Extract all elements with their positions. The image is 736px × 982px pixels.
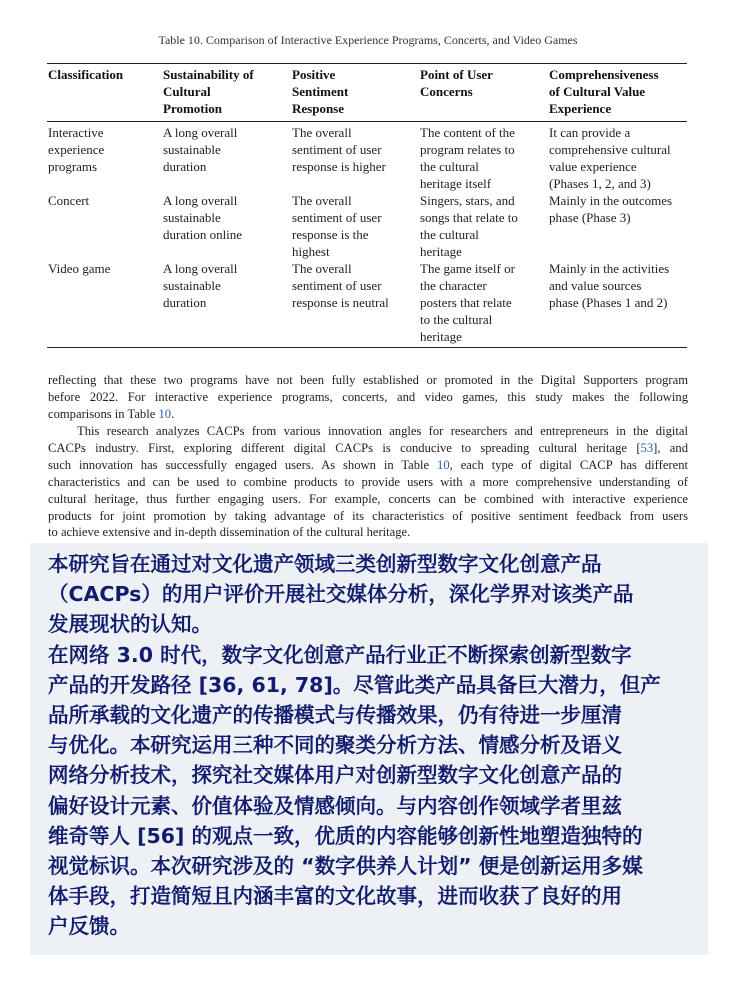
table-cell <box>420 260 544 345</box>
cell-line: response is higher <box>292 159 386 174</box>
cell-line: Response <box>292 101 345 116</box>
chinese-text-line: 发展现状的认知。 <box>48 612 212 637</box>
cell-line: to the cultural <box>420 312 493 327</box>
cell-line: duration <box>163 159 207 174</box>
cell-line: program relates to <box>420 142 515 157</box>
cell-line: The overall <box>292 125 352 140</box>
table-cell <box>163 192 285 243</box>
cell-line: The content of the <box>420 125 515 140</box>
cell-line: Cultural <box>163 84 211 99</box>
table-header-cell <box>549 66 689 117</box>
cell-line: Promotion <box>163 101 222 116</box>
paragraph-1 <box>48 372 688 423</box>
cell-line: The overall <box>292 193 352 208</box>
cell-line: the cultural <box>420 159 479 174</box>
cell-line: comprehensive cultural <box>549 142 671 157</box>
cell-line: Comprehensiveness <box>549 67 659 82</box>
chinese-text-line: 体手段，打造简短且内涵丰富的文化故事，进而收获了良好的用 <box>48 884 622 909</box>
table-reference-link[interactable]: 10 <box>158 406 172 421</box>
table-cell <box>48 124 158 175</box>
text-line: comparisons in Table 10. <box>48 406 175 421</box>
chinese-text-line: 与优化。本研究运用三种不同的聚类分析方法、情感分析及语义 <box>48 733 622 758</box>
cell-line: duration <box>163 295 207 310</box>
cell-line: The game itself or <box>420 261 515 276</box>
table-cell <box>549 260 689 311</box>
table-header-cell <box>163 66 285 117</box>
cell-line: sentiment of user <box>292 210 382 225</box>
chinese-text-line: 产品的开发路径 [36, 61, 78]。尽管此类产品具备巨大潜力，但产 <box>48 672 661 697</box>
table-header-cell <box>420 66 544 100</box>
table-cell <box>420 192 544 260</box>
chinese-text-line: 在网络 3.0 时代，数字文化创意产品行业正不断探索创新型数字 <box>48 642 632 667</box>
cell-line: sustainable <box>163 278 221 293</box>
cell-line: phase (Phases 1 and 2) <box>549 295 668 310</box>
table-cell <box>549 192 689 226</box>
cell-line: Concert <box>48 193 90 208</box>
text-line: such innovation has successfully engaged users. As shown in Table 10, each type of digital CACP has different <box>48 457 689 472</box>
chinese-text-line: （CACPs）的用户评价开展社交媒体分析，深化学界对该类产品 <box>48 582 634 607</box>
paragraph-2 <box>48 423 688 541</box>
cell-line: Interactive <box>48 125 104 140</box>
cell-line: A long overall <box>163 261 238 276</box>
cell-line: heritage <box>420 329 462 344</box>
cell-line: Positive <box>292 67 336 82</box>
cell-line: and value sources <box>549 278 642 293</box>
text-line: cultural heritage, thus further engaging users. For example, concerts can be combined with interactive experience <box>48 491 688 506</box>
table-top-rule <box>47 63 687 64</box>
cell-line: phase (Phase 3) <box>549 210 631 225</box>
cell-line: Point of User <box>420 67 493 82</box>
cell-line: Concerns <box>420 84 473 99</box>
chinese-text-line: 本研究旨在通过对文化遗产领域三类创新型数字文化创意产品 <box>48 552 602 576</box>
cell-line: posters that relate <box>420 295 512 310</box>
cell-line: response is the <box>292 227 369 242</box>
text-line: This research analyzes CACPs from various innovation angles for researchers and entrepreneurs in the digital <box>48 424 688 438</box>
cell-line: response is neutral <box>292 295 389 310</box>
cell-line: The overall <box>292 261 352 276</box>
cell-line: sustainable <box>163 210 221 225</box>
cell-line: (Phases 1, 2, and 3) <box>549 176 651 191</box>
text-line: reflecting that these two programs have not been fully established or promoted in the Digital Supporters program <box>48 373 688 387</box>
chinese-text-line: 品所承载的文化遗产的传播模式与传播效果，仍有待进一步厘清 <box>48 703 622 728</box>
cell-line: It can provide a <box>549 125 631 140</box>
cell-line: sentiment of user <box>292 278 382 293</box>
chinese-translation-text <box>48 549 700 942</box>
table-reference-link[interactable]: 10 <box>437 457 450 472</box>
citation-link[interactable]: 53 <box>640 440 654 455</box>
text-line: before 2022. For interactive experience programs, concerts, and video games, this study makes the following <box>48 389 688 404</box>
cell-line: highest <box>292 244 330 259</box>
table-header-rule <box>47 121 687 122</box>
chinese-text-line: 偏好设计元素、价值体验及情感倾向。与内容创作领域学者里兹 <box>48 793 622 818</box>
cell-line: programs <box>48 159 98 174</box>
cell-line: experience <box>48 142 105 157</box>
cell-line: the cultural <box>420 227 479 242</box>
table-cell <box>48 192 158 209</box>
table-header-cell <box>48 66 158 83</box>
cell-line: Sustainability of <box>163 67 254 82</box>
cell-line: heritage itself <box>420 176 492 191</box>
chinese-text-line: 视觉标识。本次研究涉及的 “数字供养人计划” 便是创新运用多媒 <box>48 854 643 879</box>
table-cell <box>48 260 158 277</box>
cell-line: of Cultural Value <box>549 84 646 99</box>
cell-line: Mainly in the activities <box>549 261 670 276</box>
table-bottom-rule <box>47 347 687 348</box>
chinese-text-line: 维奇等人 [56] 的观点一致，优质的内容能够创新性地塑造独特的 <box>48 823 643 848</box>
cell-line: Singers, stars, and <box>420 193 515 208</box>
table-header-cell <box>292 66 414 117</box>
cell-line: A long overall <box>163 125 238 140</box>
text-line: products for joint promotion by taking advantage of its characteristics of positive sentiment feedback from users <box>48 508 688 523</box>
chinese-text-line: 户反馈。 <box>48 914 130 939</box>
chinese-text-line: 网络分析技术，探究社交媒体用户对创新型数字文化创意产品的 <box>48 763 622 788</box>
cell-line: songs that relate to <box>420 210 518 225</box>
cell-line: sentiment of user <box>292 142 382 157</box>
cell-line: Video game <box>48 261 111 276</box>
cell-line: Classification <box>48 67 124 82</box>
cell-line: Experience <box>549 101 612 116</box>
table-cell <box>163 124 285 175</box>
cell-line: duration online <box>163 227 243 242</box>
text-line: characteristics and can be used to combine products to provide users with a more comprehensive understanding of <box>48 474 688 489</box>
table-cell <box>549 124 689 192</box>
cell-line: A long overall <box>163 193 238 208</box>
cell-line: the character <box>420 278 487 293</box>
table-caption: Table 10. Comparison of Interactive Experience Programs, Concerts, and Video Games <box>158 33 578 47</box>
text-line: to achieve extensive and in-depth dissemination of the cultural heritage. <box>48 525 411 540</box>
table-cell <box>163 260 285 311</box>
cell-line: Sentiment <box>292 84 349 99</box>
cell-line: sustainable <box>163 142 221 157</box>
text-line: CACPs industry. First, exploring different digital CACPs is conducive to spreading cultural heritage [53], and <box>48 440 688 455</box>
table-cell <box>292 192 414 260</box>
cell-line: Mainly in the outcomes <box>549 193 673 208</box>
table-cell <box>420 124 544 192</box>
table-cell <box>292 260 414 311</box>
cell-line: value experience <box>549 159 637 174</box>
table-cell <box>292 124 414 175</box>
cell-line: heritage <box>420 244 462 259</box>
